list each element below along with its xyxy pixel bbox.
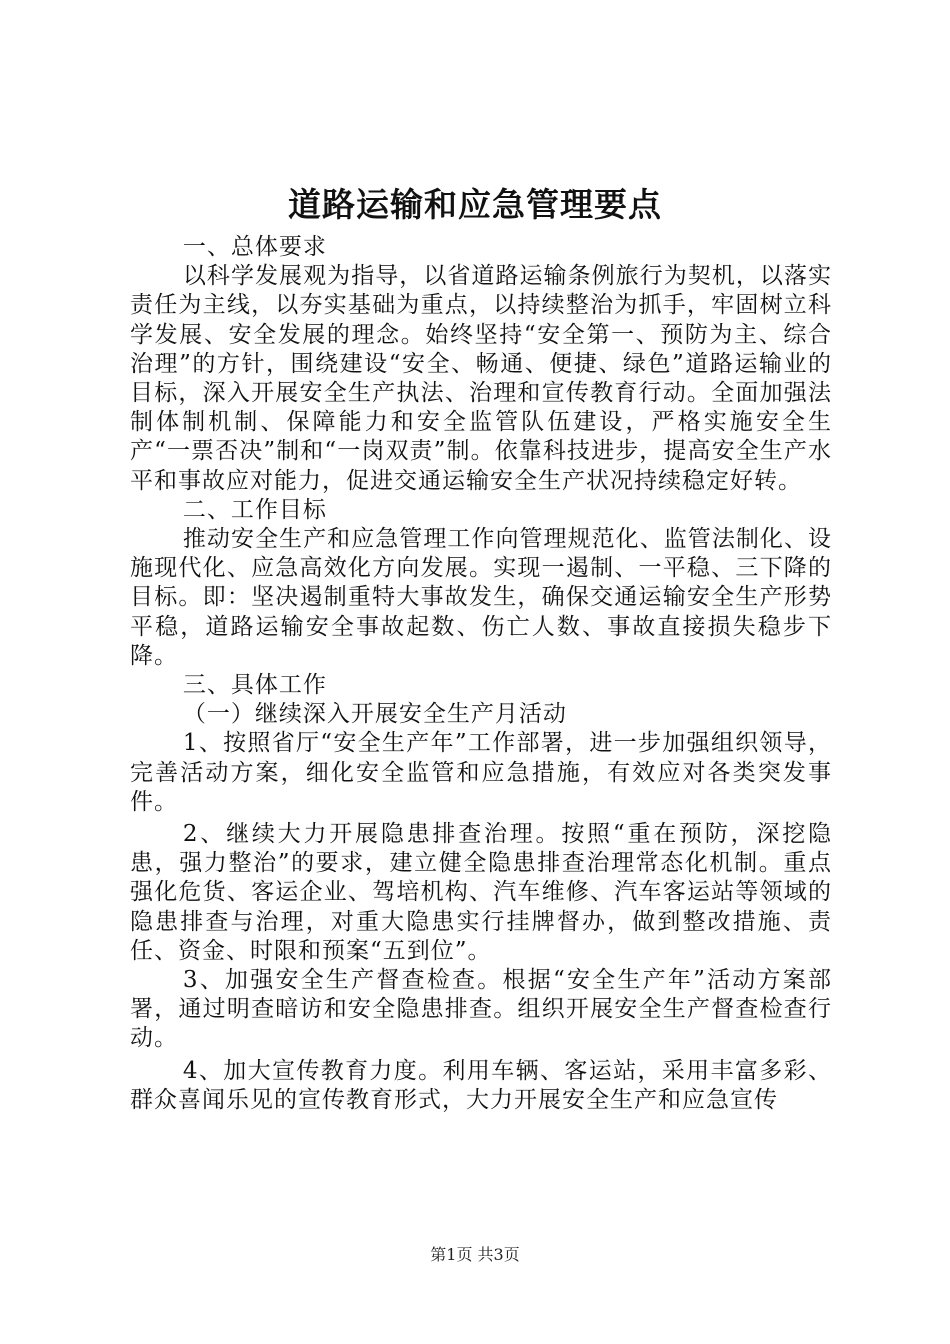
paragraph-item-1: 1、按照省厅“安全生产年”工作部署，进一步加强组织领导，完善活动方案，细化安全监管和应急措施，有效应对各类突发事件。 xyxy=(130,730,832,815)
page-number-footer: 第1页 共3页 xyxy=(430,1245,520,1264)
paragraph-item-3: 3、加强安全生产督查检查。根据“安全生产年”活动方案部署，通过明查暗访和安全隐患排查。组织开展安全生产督查检查行动。 xyxy=(130,967,832,1052)
section-heading-work-goals: 二、工作目标 xyxy=(182,496,327,523)
paragraph-work-goals: 推动安全生产和应急管理工作向管理规范化、监管法制化、设施现代化、应急高效化方向发展。实现一遏制、一平稳、三下降的目标。即：坚决遏制重特大事故发生，确保交通运输安全生产形势平稳，道路运输安全事故起数、伤亡人数、事故直接损失稳步下降。 xyxy=(130,526,832,669)
paragraph-general-requirements: 以科学发展观为指导，以省道路运输条例旅行为契机，以落实责任为主线，以夯实基础为重点，以持续整治为抓手，牢固树立科学发展、安全发展的理念。始终坚持“安全第一、预防为主、综合治理”的方针，围绕建设“安全、畅通、便捷、绿色”道路运输业的目标，深入开展安全生产执法、治理和宣传教育行动。全面加强法制体制机制、保障能力和安全监管队伍建设，严格实施安全生产“一票否决”制和“一岗双责”制。依靠科技进步，提高安全生产水平和事故应对能力，促进交通运输安全生产状况持续稳定好转。 xyxy=(130,263,832,494)
section-heading-specific-work: 三、具体工作 xyxy=(182,672,327,699)
paragraph-item-2: 2、继续大力开展隐患排查治理。按照“重在预防，深挖隐患，强力整治”的要求，建立健全隐患排查治理常态化机制。重点强化危货、客运企业、驾培机构、汽车维修、汽车客运站等领域的隐患排查与治理，对重大隐患实行挂牌督办，做到整改措施、责任、资金、时限和预案“五到位”。 xyxy=(130,821,832,964)
document-body xyxy=(130,233,832,1115)
subsection-heading-safety-month: （一）继续深入开展安全生产月活动 xyxy=(182,701,567,728)
section-heading-general-requirements: 一、总体要求 xyxy=(182,234,327,260)
document-title: 道路运输和应急管理要点 xyxy=(288,185,662,224)
paragraph-item-4: 4、加大宣传教育力度。利用车辆、客运站，采用丰富多彩、群众喜闻乐见的宣传教育形式，大力开展安全生产和应急宣传 xyxy=(130,1057,832,1113)
